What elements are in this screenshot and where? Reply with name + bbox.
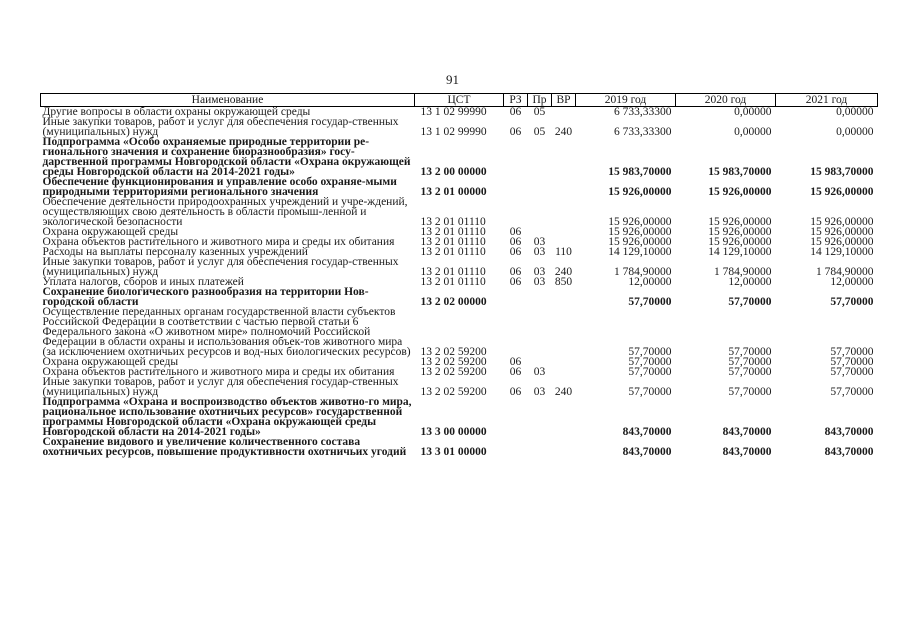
row-value-2021: 57,70000 xyxy=(830,356,874,368)
row-value-2021: 843,70000 xyxy=(824,446,874,458)
row-value-2019: 15 926,00000 xyxy=(608,186,672,198)
row-value-2020: 57,70000 xyxy=(728,386,772,398)
row-rz: 06 xyxy=(509,366,522,378)
row-name: Расходы на выплаты персоналу казенных учреждений xyxy=(42,246,308,258)
row-value-2019: 15 926,00000 xyxy=(608,226,672,238)
row-name: Охрана объектов растительного и животного мира и среды их обитания xyxy=(42,236,395,248)
row-cst: 13 2 01 01110 xyxy=(420,226,486,238)
row-value-2019: 1 784,90000 xyxy=(614,266,672,278)
row-name: Другие вопросы в области охраны окружающей среды xyxy=(42,106,311,118)
row-value-2019: 843,70000 xyxy=(622,426,672,438)
table-row xyxy=(41,137,878,177)
row-rz xyxy=(504,397,528,437)
row-rz: 06 xyxy=(509,386,522,398)
row-vr xyxy=(552,367,576,377)
row-vr: 240 xyxy=(554,126,573,138)
row-rz: 06 xyxy=(509,106,522,118)
row-cst: 13 2 01 01110 xyxy=(420,246,486,258)
row-name: Обеспечение деятельности природоохранных учреждений и учре-ждений, осуществляющих свою деятельность в области промыш-ленной и экологической безопасности xyxy=(42,196,408,228)
table-row xyxy=(41,307,878,357)
row-cst: 13 2 01 01110 xyxy=(420,266,486,278)
budget-table xyxy=(40,93,878,457)
row-vr: 110 xyxy=(555,246,572,258)
row-cst: 13 2 02 59200 xyxy=(420,366,487,378)
row-pr xyxy=(528,197,552,227)
row-rz xyxy=(504,437,528,457)
row-vr xyxy=(552,287,576,307)
table-row xyxy=(41,257,878,277)
row-rz: 06 xyxy=(509,276,522,288)
row-rz xyxy=(504,197,528,227)
header-vr: ВР xyxy=(552,94,576,107)
header-cst: ЦСТ xyxy=(415,94,504,107)
row-value-2021: 57,70000 xyxy=(830,296,874,308)
row-value-2021: 57,70000 xyxy=(830,386,874,398)
row-name: Иные закупки товаров, работ и услуг для обеспечения государ-ственных (муниципальных) нужд xyxy=(42,256,399,278)
row-cst: 13 3 00 00000 xyxy=(420,426,487,438)
row-rz xyxy=(504,287,528,307)
row-rz: 06 xyxy=(509,236,522,248)
row-cst: 13 2 01 01110 xyxy=(420,276,486,288)
row-vr xyxy=(552,307,576,357)
row-value-2020: 843,70000 xyxy=(722,446,772,458)
row-cst: 13 2 01 01110 xyxy=(420,216,486,228)
row-value-2020: 57,70000 xyxy=(728,356,772,368)
row-cst: 13 1 02 99990 xyxy=(420,126,487,138)
row-pr xyxy=(528,137,552,177)
header-2021: 2021 год xyxy=(776,94,878,107)
row-vr xyxy=(552,107,576,118)
row-rz xyxy=(504,177,528,197)
row-value-2020: 0,00000 xyxy=(734,106,772,118)
row-value-2021: 57,70000 xyxy=(830,346,874,358)
row-value-2019: 14 129,10000 xyxy=(608,246,672,258)
row-rz: 06 xyxy=(509,226,522,238)
row-cst: 13 2 01 01110 xyxy=(420,236,486,248)
row-pr xyxy=(528,177,552,197)
row-cst: 13 2 02 00000 xyxy=(420,296,487,308)
row-value-2021: 15 983,70000 xyxy=(810,166,874,178)
row-vr: 240 xyxy=(554,266,573,278)
row-value-2020: 57,70000 xyxy=(728,346,772,358)
row-value-2021: 12,00000 xyxy=(830,276,874,288)
row-rz: 06 xyxy=(509,246,522,258)
row-vr xyxy=(552,137,576,177)
row-value-2020: 15 926,00000 xyxy=(708,236,772,248)
row-value-2021: 0,00000 xyxy=(836,106,874,118)
row-value-2019: 12,00000 xyxy=(628,276,672,288)
row-pr: 03 xyxy=(533,246,546,258)
table-row xyxy=(41,197,878,227)
row-value-2021: 15 926,00000 xyxy=(810,216,874,228)
row-value-2020: 843,70000 xyxy=(722,426,772,438)
row-vr xyxy=(552,227,576,237)
row-cst: 13 2 01 00000 xyxy=(420,186,487,198)
row-cst: 13 2 02 59200 xyxy=(420,356,487,368)
table-row xyxy=(41,117,878,137)
row-value-2019: 15 926,00000 xyxy=(608,216,672,228)
row-pr: 03 xyxy=(533,386,546,398)
row-name: Подпрограмма «Особо охраняемые природные территории ре-гионального значения и сохранение биоразнообразия» госу-дарственной программы Новгородской области «Охрана окружающей среды Новгородской области на 2014-2021 годы» xyxy=(42,136,411,178)
row-name: Уплата налогов, сборов и иных платежей xyxy=(42,276,244,288)
row-vr xyxy=(552,437,576,457)
row-name: Подпрограмма «Охрана и воспроизводство объектов животно-го мира, рациональное использование охотничьих ресурсов» государственной программы Новгородской области «Охрана окружающей среды Новгородской области на 2014-2021 годы» xyxy=(42,396,412,438)
table-row xyxy=(41,177,878,197)
row-vr xyxy=(552,357,576,367)
header-name: Наименование xyxy=(41,94,415,107)
row-pr: 03 xyxy=(533,266,546,278)
row-cst: 13 2 02 59200 xyxy=(420,386,487,398)
row-value-2019: 843,70000 xyxy=(622,446,672,458)
row-rz: 06 xyxy=(509,126,522,138)
row-value-2021: 0,00000 xyxy=(836,126,874,138)
row-name: Иные закупки товаров, работ и услуг для обеспечения государ-ственных (муниципальных) нужд xyxy=(42,376,399,398)
row-value-2021: 14 129,10000 xyxy=(810,246,874,258)
row-value-2020: 1 784,90000 xyxy=(714,266,772,278)
row-value-2020: 15 926,00000 xyxy=(708,216,772,228)
table-body xyxy=(41,107,878,458)
row-name: Охрана окружающей среды xyxy=(42,226,179,238)
row-value-2021: 15 926,00000 xyxy=(810,226,874,238)
row-value-2019: 15 926,00000 xyxy=(608,236,672,248)
row-value-2021: 15 926,00000 xyxy=(810,186,874,198)
row-value-2021: 15 926,00000 xyxy=(810,236,874,248)
row-pr xyxy=(528,437,552,457)
row-value-2019: 57,70000 xyxy=(628,366,672,378)
row-value-2019: 57,70000 xyxy=(628,296,672,308)
row-pr xyxy=(528,307,552,357)
row-value-2020: 15 926,00000 xyxy=(708,186,772,198)
row-value-2019: 6 733,33300 xyxy=(614,126,672,138)
row-value-2019: 57,70000 xyxy=(628,346,672,358)
row-value-2020: 14 129,10000 xyxy=(708,246,772,258)
row-value-2020: 15 926,00000 xyxy=(708,226,772,238)
row-value-2021: 57,70000 xyxy=(830,366,874,378)
row-value-2019: 57,70000 xyxy=(628,386,672,398)
row-cst: 13 2 02 59200 xyxy=(420,346,487,358)
row-rz: 06 xyxy=(509,356,522,368)
row-vr xyxy=(552,177,576,197)
row-value-2020: 0,00000 xyxy=(734,126,772,138)
row-value-2021: 843,70000 xyxy=(824,426,874,438)
row-pr: 05 xyxy=(533,106,546,118)
row-pr xyxy=(528,397,552,437)
row-vr xyxy=(552,397,576,437)
row-vr xyxy=(552,197,576,227)
row-name: Сохранение видового и увеличение количественного состава охотничьих ресурсов, повышение продуктивности охотничьих угодий xyxy=(42,436,407,458)
row-vr: 240 xyxy=(554,386,573,398)
row-value-2020: 15 983,70000 xyxy=(708,166,772,178)
row-value-2020: 12,00000 xyxy=(728,276,772,288)
row-name: Охрана объектов растительного и животного мира и среды их обитания xyxy=(42,366,395,378)
row-value-2019: 57,70000 xyxy=(628,356,672,368)
row-value-2019: 15 983,70000 xyxy=(608,166,672,178)
header-pr: Пр xyxy=(528,94,552,107)
row-name: Иные закупки товаров, работ и услуг для обеспечения государ-ственных (муниципальных) нужд xyxy=(42,116,399,138)
row-name: Осуществление переданных органам государственной власти субъектов Российской Федерации в соответствии с частью первой статьи 6 Федерального закона «О животном мире» полномочий Российской Федерации в области охраны и использования объек-тов животного мира (за исключением охотничьих ресурсов и вод-ных биологических ресурсов) xyxy=(42,306,411,358)
row-pr xyxy=(528,287,552,307)
header-2019: 2019 год xyxy=(576,94,676,107)
table-header-row xyxy=(41,94,878,107)
row-name: Охрана окружающей среды xyxy=(42,356,179,368)
row-name: Сохранение биологического разнообразия на территории Нов-городской области xyxy=(42,286,369,308)
table-row xyxy=(41,377,878,397)
row-vr: 850 xyxy=(554,276,573,288)
table-row xyxy=(41,437,878,457)
row-pr: 03 xyxy=(533,276,546,288)
row-rz xyxy=(504,307,528,357)
row-value-2020: 57,70000 xyxy=(728,296,772,308)
header-2020: 2020 год xyxy=(676,94,776,107)
row-cst: 13 3 01 00000 xyxy=(420,446,487,458)
row-pr: 03 xyxy=(533,236,546,248)
row-rz: 06 xyxy=(509,266,522,278)
page-number: 91 xyxy=(446,72,459,87)
row-pr: 03 xyxy=(533,366,546,378)
row-pr: 05 xyxy=(533,126,546,138)
table-row xyxy=(41,397,878,437)
row-value-2021: 1 784,90000 xyxy=(816,266,874,278)
row-cst: 13 1 02 99990 xyxy=(420,106,487,118)
row-cst: 13 2 00 00000 xyxy=(420,166,487,178)
header-rz: РЗ xyxy=(504,94,528,107)
table-row xyxy=(41,287,878,307)
row-rz xyxy=(504,137,528,177)
row-value-2020: 57,70000 xyxy=(728,366,772,378)
row-name: Обеспечение функционирования и управление особо охраняе-мыми природными территориями регионального значения xyxy=(42,176,397,198)
row-value-2019: 6 733,33300 xyxy=(614,106,672,118)
